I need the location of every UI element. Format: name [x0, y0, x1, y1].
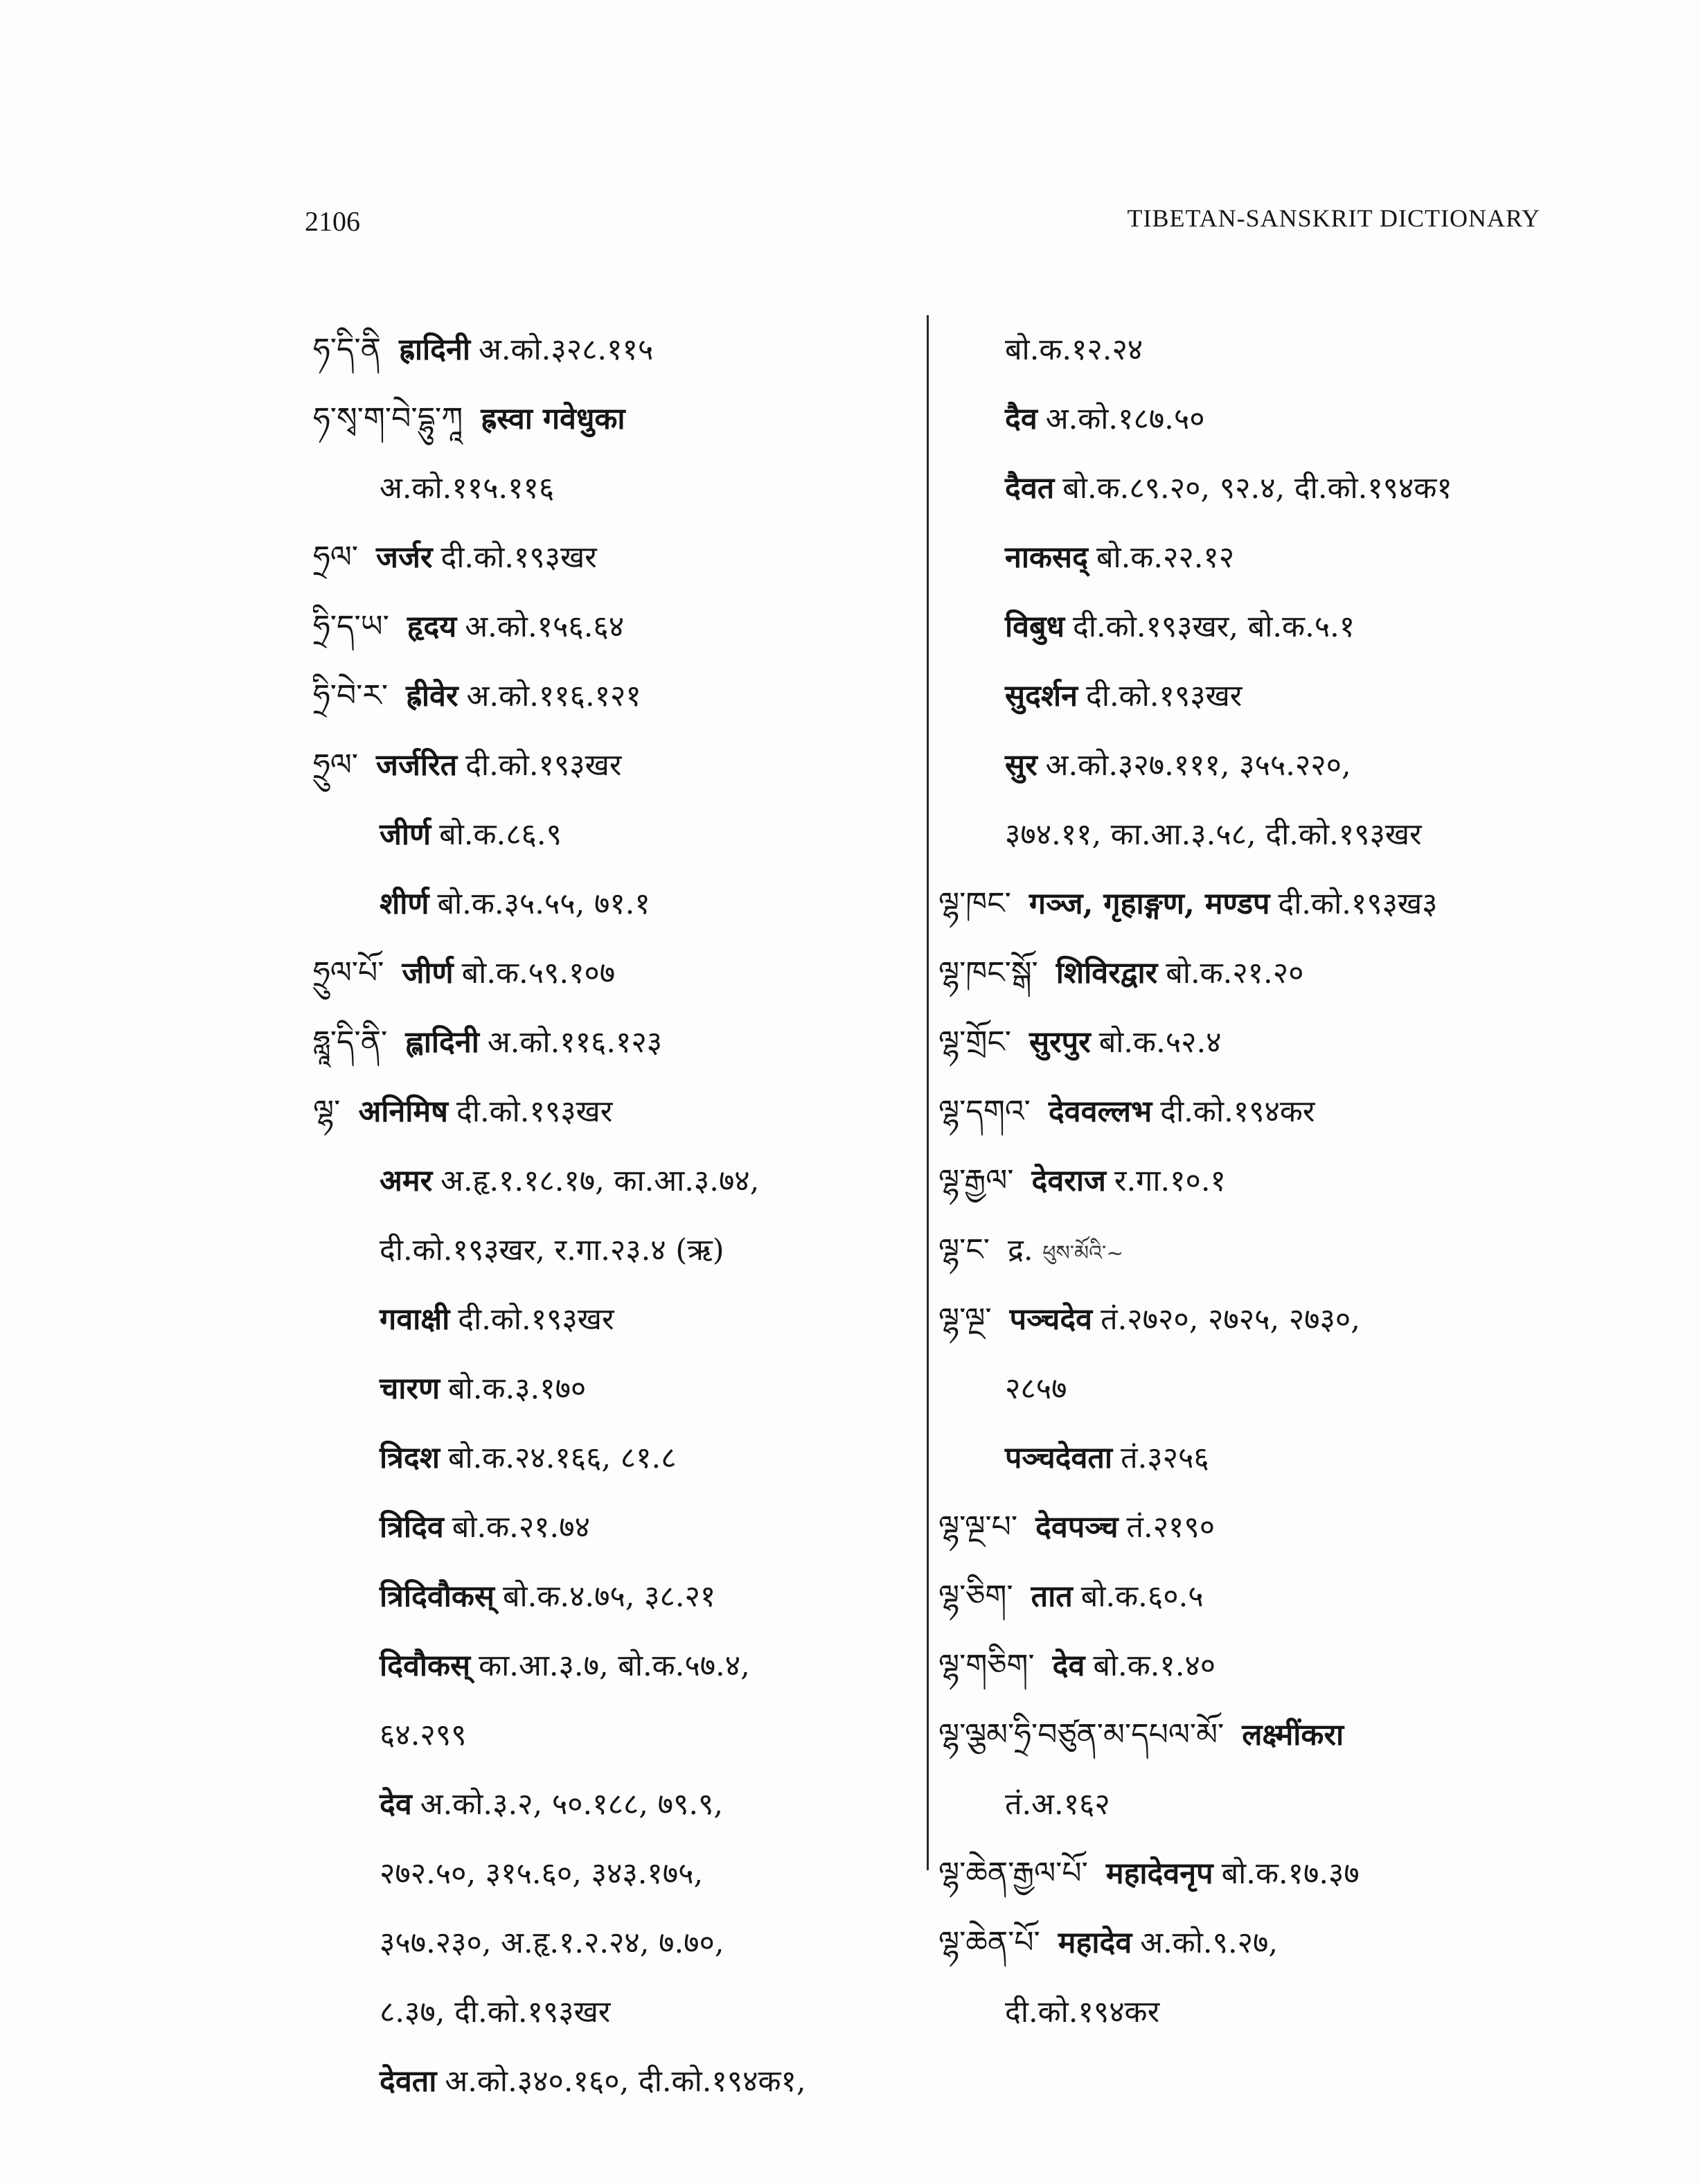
dictionary-line	[938, 1908, 1562, 1978]
sanskrit-equivalent: ह्रस्वा गवेधुका	[481, 402, 625, 436]
source-citation: अ.को.१५६.६४	[465, 610, 625, 644]
source-citation: तं.२७२०, २७२५, २७३०,	[1101, 1302, 1360, 1337]
dictionary-line	[938, 1631, 1562, 1701]
dictionary-line	[938, 523, 1562, 592]
dictionary-line	[313, 1354, 923, 1423]
sanskrit-equivalent: जर्जरित	[376, 748, 458, 783]
source-citation: दी.को.१९३ख३	[1278, 887, 1438, 921]
sanskrit-equivalent: चारण	[380, 1371, 440, 1406]
source-citation: बो.क.४.७५, ३८.२१	[502, 1579, 716, 1614]
source-citation: दी.को.१९४कर	[1005, 1995, 1160, 2030]
dictionary-line	[938, 1839, 1562, 1908]
sanskrit-equivalent: महादेव	[1058, 1926, 1132, 1960]
dictionary-line	[313, 1423, 923, 1493]
source-citation: २७२.५०, ३१५.६०, ३४३.१७५,	[380, 1856, 704, 1891]
tibetan-headword: ཧྲི་བེ་ར་	[313, 678, 389, 713]
source-citation: बो.क.८६.९	[439, 817, 562, 852]
sanskrit-equivalent: सुदर्शन	[1005, 679, 1078, 713]
tibetan-headword: ལྷ་ལྔ་པ་	[938, 1509, 1018, 1545]
sanskrit-equivalent: नाकसद्	[1005, 540, 1088, 575]
dictionary-line	[313, 1285, 923, 1354]
left-column	[313, 315, 923, 2116]
dictionary-line	[313, 2047, 923, 2116]
source-citation: तं.२१९०	[1126, 1510, 1215, 1545]
sanskrit-equivalent: गवाक्षी	[380, 1302, 450, 1337]
dictionary-line	[313, 592, 923, 662]
tibetan-headword: ལྷ་ལྔ་	[938, 1302, 992, 1337]
dictionary-line	[313, 384, 923, 454]
sanskrit-equivalent: देववल्लभ	[1048, 1094, 1152, 1129]
dictionary-line	[938, 800, 1562, 869]
source-citation: का.आ.३.७, बो.क.५७.४,	[479, 1649, 750, 1683]
source-citation: दी.को.१९३खर	[456, 1094, 613, 1129]
tibetan-headword: ཧ་དི་ནི	[313, 332, 382, 367]
sanskrit-equivalent: अनिमिष	[358, 1094, 448, 1129]
dictionary-line	[313, 1978, 923, 2047]
source-citation: अ.को.१८७.५०	[1045, 402, 1205, 436]
tibetan-headword: ཧྲུལ་	[313, 747, 359, 783]
source-citation: बो.क.२१.२०	[1166, 956, 1304, 991]
sanskrit-equivalent: लक्ष्मींकरा	[1242, 1718, 1344, 1752]
tibetan-headword: ལྷ་ཁང་	[938, 886, 1011, 921]
dictionary-line	[313, 1008, 923, 1077]
sanskrit-equivalent: देवपञ्च	[1035, 1510, 1119, 1545]
source-citation: बो.क.८९.२०, ९२.४, दी.को.१९४क१	[1062, 471, 1452, 506]
source-citation: अ.को.११६.१२१	[466, 679, 641, 713]
source-citation: दी.को.१९३खर, बो.क.५.१	[1073, 610, 1355, 644]
source-citation: द्र.	[1008, 1233, 1033, 1268]
dictionary-line	[938, 869, 1562, 939]
sanskrit-equivalent: हृदय	[407, 610, 457, 644]
dictionary-line	[938, 731, 1562, 800]
source-citation: र.गा.१०.१	[1114, 1164, 1226, 1198]
dictionary-line	[938, 1354, 1562, 1423]
dictionary-line	[938, 1562, 1562, 1631]
dictionary-line	[313, 454, 923, 523]
source-citation: बो.क.१.४०	[1093, 1649, 1216, 1683]
sanskrit-equivalent: पञ्चदेवता	[1005, 1441, 1113, 1475]
sanskrit-equivalent: विबुध	[1005, 610, 1065, 644]
source-citation: ८.३७, दी.को.१९३खर	[380, 1995, 611, 2030]
dictionary-line	[313, 939, 923, 1008]
dictionary-line	[313, 1770, 923, 1839]
source-citation: दी.को.१९३खर	[458, 1302, 614, 1337]
dictionary-line	[938, 1216, 1562, 1285]
source-citation: दी.को.१९३खर	[1086, 679, 1243, 713]
source-citation: दी.को.१९३खर	[440, 540, 597, 575]
dictionary-line	[313, 1562, 923, 1631]
source-citation: बो.क.२२.१२	[1096, 540, 1235, 575]
dictionary-line	[313, 315, 923, 384]
sanskrit-equivalent: गञ्ज, गृहाङ्गण, मण्डप	[1028, 887, 1270, 921]
dictionary-line	[938, 1423, 1562, 1493]
dictionary-line	[938, 1008, 1562, 1077]
sanskrit-equivalent: त्रिदिवौकस्	[380, 1579, 495, 1614]
sanskrit-equivalent: दिवौकस्	[380, 1649, 471, 1683]
sanskrit-equivalent: ह्रीवेर	[406, 679, 458, 713]
sanskrit-equivalent: देव	[1052, 1649, 1085, 1683]
dictionary-line	[938, 384, 1562, 454]
source-citation: बो.क.२४.१६६, ८१.८	[447, 1441, 677, 1475]
source-citation: दी.को.१९३खर, र.गा.२३.४ (ऋ)	[380, 1233, 724, 1268]
column-divider	[927, 315, 929, 1870]
dictionary-line	[938, 315, 1562, 384]
dictionary-line	[938, 454, 1562, 523]
dictionary-line	[938, 1285, 1562, 1354]
sanskrit-equivalent: महादेवनृप	[1105, 1856, 1213, 1891]
source-citation: बो.क.२१.७४	[452, 1510, 590, 1545]
source-citation: दी.को.१९३खर	[465, 748, 622, 783]
running-title: TIBETAN-SANSKRIT DICTIONARY	[1127, 204, 1540, 232]
dictionary-line	[313, 800, 923, 869]
source-citation: बो.क.१७.३७	[1221, 1856, 1360, 1891]
tibetan-headword: ལྷ་ང་	[938, 1232, 990, 1268]
tibetan-headword: ཧ་སྭ་ག་བེ་དྷུ་ཀཱ	[313, 401, 463, 436]
tibetan-headword: ལྷ་ཁང་སྒོ་	[938, 955, 1038, 991]
dictionary-line	[313, 1908, 923, 1978]
dictionary-line	[313, 869, 923, 939]
source-citation: अ.को.११६.१२३	[487, 1025, 663, 1060]
source-citation: अ.को.३.२, ५०.१८८, ७९.९,	[420, 1787, 724, 1822]
tibetan-headword: ལྷ་ཆེན་རྒྱལ་པོ་	[938, 1856, 1088, 1891]
dictionary-line	[938, 1077, 1562, 1146]
source-citation: बो.क.३.१७०	[448, 1371, 587, 1406]
sanskrit-equivalent: ह्लादिनी	[405, 1025, 479, 1060]
source-citation: तं.अ.१६२	[1005, 1787, 1110, 1822]
sanskrit-equivalent: शिविरद्वार	[1056, 956, 1158, 991]
dictionary-line	[938, 1701, 1562, 1770]
tibetan-headword: ཧྲུལ་པོ་	[313, 955, 384, 991]
source-citation: तं.३२५६	[1121, 1441, 1209, 1475]
dictionary-line	[938, 1493, 1562, 1562]
dictionary-line	[313, 662, 923, 731]
source-citation: ३७४.११, का.आ.३.५८, दी.को.१९३खर	[1005, 817, 1422, 852]
source-citation: बो.क.३५.५५, ७१.१	[437, 887, 650, 921]
tibetan-headword: ལྷ་ལྕམ་ཧྲི་བཙུན་མ་དཔལ་མོ་	[938, 1717, 1224, 1752]
page-number: 2106	[305, 206, 360, 237]
right-column	[938, 315, 1562, 2047]
source-citation: अ.हृ.१.१८.१७, का.आ.३.७४,	[440, 1164, 760, 1198]
dictionary-line	[313, 1839, 923, 1908]
dictionary-line	[938, 1978, 1562, 2047]
dictionary-line	[938, 662, 1562, 731]
source-citation: बो.क.६०.५	[1080, 1579, 1204, 1614]
source-citation: दी.को.१९४कर	[1160, 1094, 1315, 1129]
dictionary-line	[313, 1146, 923, 1216]
sanskrit-equivalent: देवराज	[1031, 1164, 1106, 1198]
source-citation: अ.को.३४०.१६०, दी.को.१९४क१,	[445, 2064, 806, 2099]
tibetan-headword: ལྷ་	[313, 1094, 341, 1129]
sanskrit-equivalent: सुर	[1005, 748, 1037, 783]
dictionary-line	[313, 1493, 923, 1562]
dictionary-line	[313, 731, 923, 800]
tibetan-headword: ལྷ་ཅིག་	[938, 1579, 1013, 1614]
tibetan-headword: ཧྲི་ད་ཡ་	[313, 609, 389, 644]
tibetan-headword: ལྷ་རྒྱལ་	[938, 1163, 1014, 1198]
sanskrit-equivalent: जर्जर	[376, 540, 433, 575]
tibetan-headword: ཧྲལ་	[313, 540, 359, 575]
tibetan-headword: ལྷ་གྲོང་	[938, 1024, 1012, 1060]
sanskrit-equivalent: देव	[380, 1787, 412, 1822]
source-citation: ३५७.२३०, अ.हृ.१.२.२४, ७.७०,	[380, 1926, 724, 1960]
sanskrit-equivalent: जीर्ण	[402, 956, 454, 991]
tibetan-headword: ཧླཱ་དི་ནི་	[313, 1024, 388, 1060]
source-citation: अ.को.३२७.१११, ३५५.२२०,	[1045, 748, 1351, 783]
source-citation: अ.को.३२८.११५	[479, 332, 654, 367]
dictionary-line	[938, 592, 1562, 662]
tibetan-headword: ལྷ་གཅིག་	[938, 1648, 1035, 1683]
source-citation: बो.क.५९.१०७	[461, 956, 616, 991]
source-citation: ६४.२९९	[380, 1718, 467, 1752]
dictionary-line	[938, 939, 1562, 1008]
sanskrit-equivalent: दैव	[1005, 402, 1037, 436]
sanskrit-equivalent: अमर	[380, 1164, 433, 1198]
dictionary-line	[313, 1631, 923, 1701]
dictionary-line	[938, 1770, 1562, 1839]
sanskrit-equivalent: पञ्चदेव	[1009, 1302, 1093, 1337]
source-citation: बो.क.१२.२४	[1005, 332, 1143, 367]
dictionary-line	[313, 1701, 923, 1770]
source-citation: अ.को.११५.११६	[380, 471, 555, 506]
sanskrit-equivalent: देवता	[380, 2064, 437, 2099]
sanskrit-equivalent: जीर्ण	[380, 817, 431, 852]
source-citation: अ.को.९.२७,	[1140, 1926, 1279, 1960]
dictionary-line	[313, 523, 923, 592]
sanskrit-equivalent: त्रिदश	[380, 1441, 440, 1475]
sanskrit-equivalent: दैवत	[1005, 471, 1055, 506]
source-citation: २८५७	[1005, 1371, 1067, 1406]
cross-reference-note: ཕུས་མོའི་~	[1042, 1241, 1124, 1266]
dictionary-line	[938, 1146, 1562, 1216]
tibetan-headword: ལྷ་དགའ་	[938, 1094, 1031, 1129]
sanskrit-equivalent: ह्रादिनी	[399, 332, 470, 367]
tibetan-headword: ལྷ་ཆེན་པོ་	[938, 1925, 1040, 1960]
dictionary-line	[313, 1216, 923, 1285]
sanskrit-equivalent: शीर्ण	[380, 887, 429, 921]
sanskrit-equivalent: सुरपुर	[1029, 1025, 1091, 1060]
dictionary-line	[313, 1077, 923, 1146]
sanskrit-equivalent: तात	[1031, 1579, 1073, 1614]
source-citation: बो.क.५२.४	[1098, 1025, 1222, 1060]
sanskrit-equivalent: त्रिदिव	[380, 1510, 444, 1545]
